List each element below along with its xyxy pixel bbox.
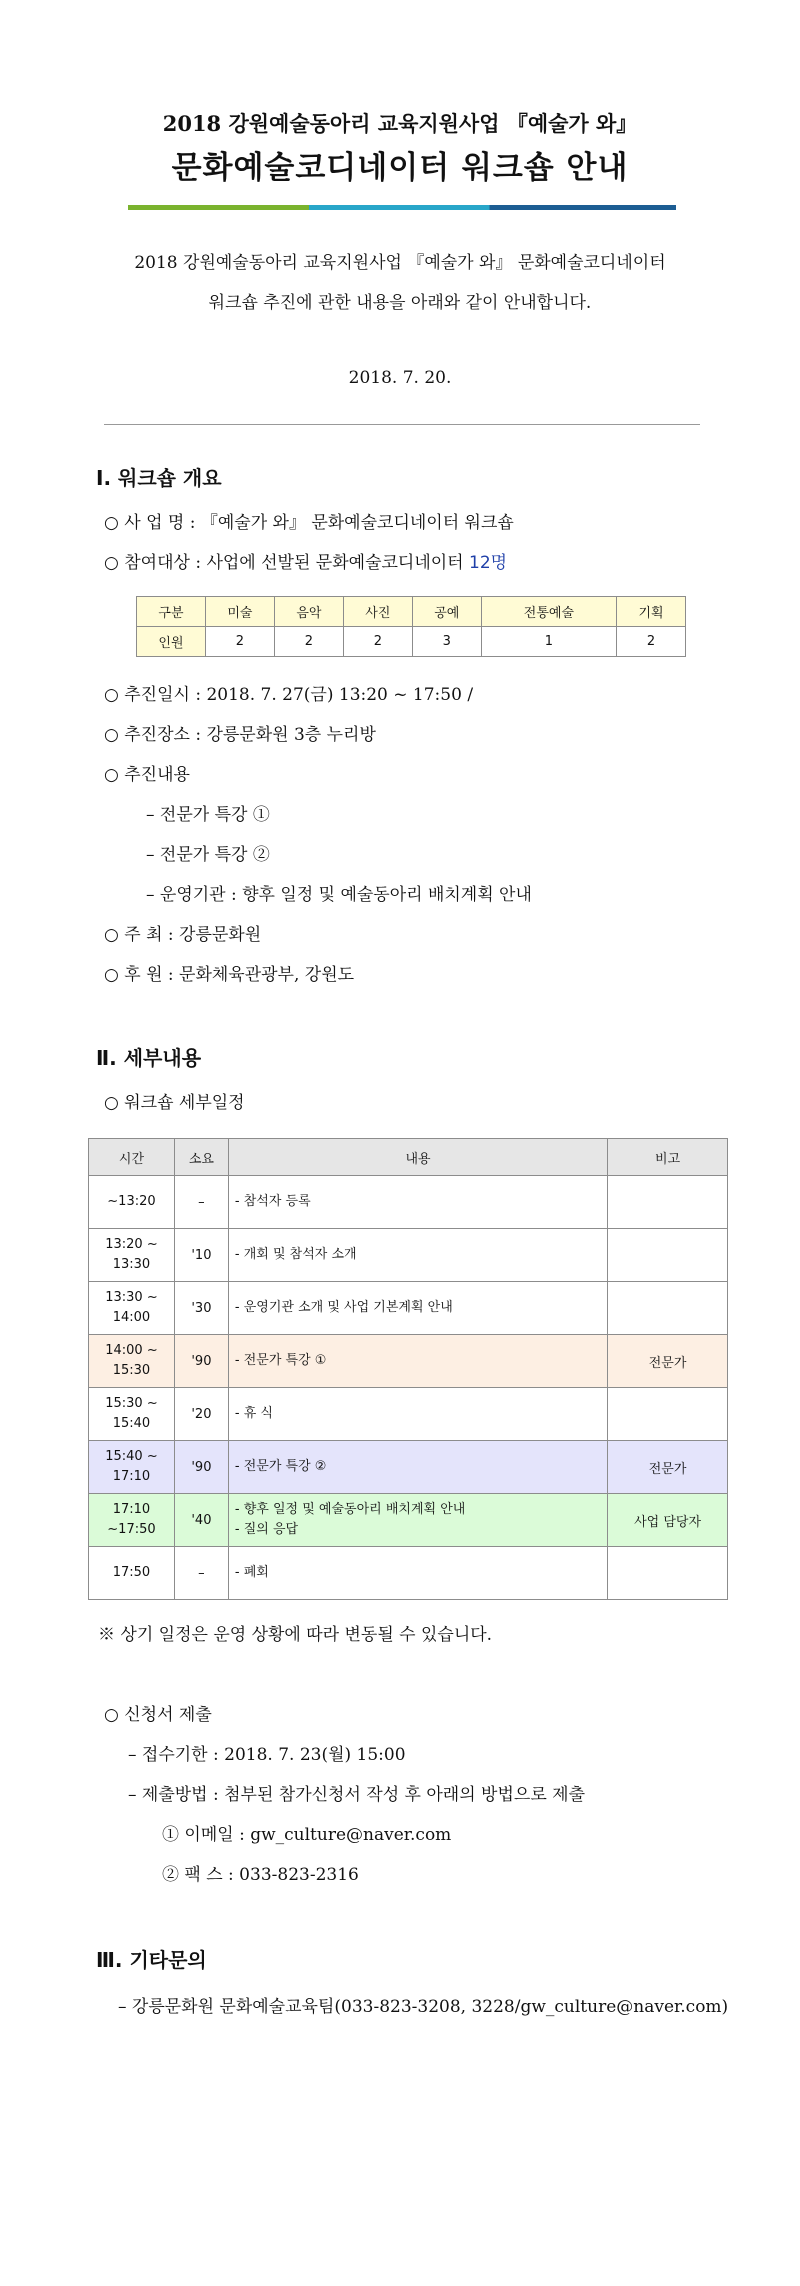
application-fax: ② 팩 스 : 033-823-2316 [162, 1865, 359, 1885]
table-header-cell: 소요 [174, 1139, 228, 1176]
table-header-cell: 시간 [89, 1139, 175, 1176]
application-label: ○ 신청서 제출 [104, 1705, 212, 1725]
application-deadline: – 접수기한 : 2018. 7. 23(월) 15:00 [128, 1745, 406, 1765]
table-cell: 2 [343, 627, 412, 657]
table-header-cell: 음악 [274, 597, 343, 627]
schedule-row [89, 1229, 728, 1282]
table-cell: 2 [274, 627, 343, 657]
application-method: – 제출방법 : 첨부된 참가신청서 작성 후 아래의 방법으로 제출 [128, 1785, 585, 1805]
project-name: ○ 사 업 명 : 『예술가 와』 문화예술코디네이터 워크숍 [104, 513, 514, 533]
participants [104, 548, 507, 573]
schedule-notice: ※ 상기 일정은 운영 상황에 따라 변동될 수 있습니다. [98, 1625, 493, 1645]
schedule-time: 15:40 ~ 17:10 [89, 1441, 175, 1494]
schedule-note [608, 1388, 728, 1441]
schedule-content [228, 1335, 607, 1388]
schedule-content [228, 1547, 607, 1600]
schedule-duration: '20 [174, 1388, 228, 1441]
schedule-content-line: - 전문가 특강 ① [234, 1353, 327, 1368]
venue: ○ 추진장소 : 강릉문화원 3층 누리방 [104, 725, 376, 745]
schedule-note: 전문가 [608, 1335, 728, 1388]
schedule-time: 17:50 [89, 1547, 175, 1600]
intro-line-1: 2018 강원예술동아리 교육지원사업 『예술가 와』 문화예술코디네이터 [134, 253, 666, 273]
table-cell: 2 [205, 627, 274, 657]
schedule-note: 전문가 [608, 1441, 728, 1494]
schedule-content [228, 1282, 607, 1335]
schedule-content-line: - 개회 및 참석자 소개 [234, 1247, 357, 1262]
contents-item: – 운영기관 : 향후 일정 및 예술동아리 배치계획 안내 [146, 885, 532, 905]
contents-label: ○ 추진내용 [104, 765, 190, 785]
table-header-cell: 미술 [205, 597, 274, 627]
schedule-content-line: - 휴 식 [234, 1406, 273, 1421]
divider [104, 424, 700, 425]
table-header-cell: 사진 [343, 597, 412, 627]
schedule-content [228, 1494, 607, 1547]
schedule-time: 13:30 ~ 14:00 [89, 1282, 175, 1335]
schedule-note [608, 1282, 728, 1335]
schedule-row [89, 1388, 728, 1441]
table-cell: 1 [481, 627, 616, 657]
intro-line-2: 워크숍 추진에 관한 내용을 아래와 같이 안내합니다. [208, 293, 592, 313]
schedule-note [608, 1176, 728, 1229]
schedule-duration: '10 [174, 1229, 228, 1282]
schedule-duration: '40 [174, 1494, 228, 1547]
participants-table [136, 596, 686, 657]
title-underline-bar [128, 205, 676, 210]
sponsor: ○ 후 원 : 문화체육관광부, 강원도 [104, 965, 355, 985]
schedule-row [89, 1335, 728, 1388]
participants-table-header [137, 597, 686, 627]
participants-label: ○ 참여대상 : 사업에 선발된 문화예술코디네이터 [104, 553, 470, 573]
schedule-time: 17:10 ~17:50 [89, 1494, 175, 1547]
document-title: 문화예술코디네이터 워크숍 안내 [171, 150, 629, 186]
contact-info: – 강릉문화원 문화예술교육팀(033-823-3208, 3228/gw_culture@naver.com) [118, 1997, 729, 2017]
schedule-time: ~13:20 [89, 1176, 175, 1229]
schedule-table-header [89, 1139, 728, 1176]
schedule-content [228, 1441, 607, 1494]
schedule-time: 13:20 ~ 13:30 [89, 1229, 175, 1282]
table-header-cell: 내용 [228, 1139, 607, 1176]
table-cell: 2 [617, 627, 686, 657]
table-header-cell: 구분 [137, 597, 206, 627]
host: ○ 주 최 : 강릉문화원 [104, 925, 262, 945]
schedule-note [608, 1547, 728, 1600]
application-email: ① 이메일 : gw_culture@naver.com [162, 1825, 452, 1845]
table-header-cell: 비고 [608, 1139, 728, 1176]
table-header-cell: 기획 [617, 597, 686, 627]
schedule-duration: '90 [174, 1441, 228, 1494]
schedule-row [89, 1494, 728, 1547]
schedule-content [228, 1388, 607, 1441]
section-1-heading: Ⅰ. 워크숍 개요 [96, 466, 222, 490]
schedule-table [88, 1138, 728, 1600]
document-subtitle: 2018 강원예술동아리 교육지원사업 『예술가 와』 [162, 111, 638, 136]
schedule-row [89, 1441, 728, 1494]
section-3-heading: Ⅲ. 기타문의 [96, 1948, 207, 1972]
participants-table-row [137, 627, 686, 657]
schedule-content-line: - 질의 응답 [234, 1522, 299, 1537]
document-date: 2018. 7. 20. [348, 368, 452, 388]
table-cell: 인원 [137, 627, 206, 657]
table-cell: 3 [412, 627, 481, 657]
section-2-heading: Ⅱ. 세부내용 [96, 1046, 202, 1070]
participants-count: 12명 [469, 553, 508, 573]
schedule-time: 14:00 ~ 15:30 [89, 1335, 175, 1388]
table-header-cell: 전통예술 [481, 597, 616, 627]
schedule-time: 15:30 ~ 15:40 [89, 1388, 175, 1441]
table-header-cell: 공예 [412, 597, 481, 627]
schedule-content [228, 1229, 607, 1282]
schedule-duration: '90 [174, 1335, 228, 1388]
schedule-content-line: - 폐회 [234, 1565, 269, 1580]
schedule-row [89, 1282, 728, 1335]
schedule-note: 사업 담당자 [608, 1494, 728, 1547]
contents-item: – 전문가 특강 ① [146, 805, 270, 825]
schedule: ○ 추진일시 : 2018. 7. 27(금) 13:20 ~ 17:50 / [104, 685, 474, 705]
schedule-content-line: - 운영기관 소개 및 사업 기본계획 안내 [234, 1300, 453, 1315]
schedule-content-line: - 전문가 특강 ② [234, 1459, 327, 1474]
schedule-row [89, 1176, 728, 1229]
schedule-content-line: - 향후 일정 및 예술동아리 배치계획 안내 [234, 1502, 466, 1517]
schedule-row [89, 1547, 728, 1600]
schedule-duration: – [174, 1547, 228, 1600]
schedule-note [608, 1229, 728, 1282]
schedule-duration: – [174, 1176, 228, 1229]
schedule-content-line: - 참석자 등록 [234, 1194, 311, 1209]
schedule-content [228, 1176, 607, 1229]
schedule-duration: '30 [174, 1282, 228, 1335]
contents-item: – 전문가 특강 ② [146, 845, 270, 865]
schedule-subheading: ○ 워크숍 세부일정 [104, 1093, 245, 1113]
